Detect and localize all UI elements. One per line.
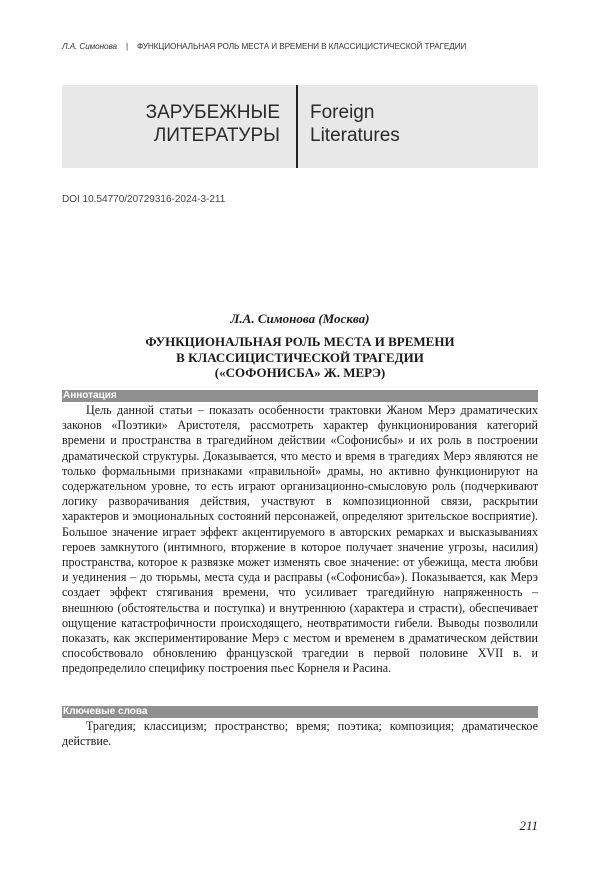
header-separator: | — [125, 42, 128, 51]
header-running-title: ФУНКЦИОНАЛЬНАЯ РОЛЬ МЕСТА И ВРЕМЕНИ В КЛАССИЦИСТИЧЕСКОЙ ТРАГЕДИИ — [136, 42, 467, 51]
title-line3: («СОФОНИСБА» Ж. МЕРЭ) — [214, 365, 386, 380]
section-band — [62, 85, 538, 168]
running-header — [62, 42, 538, 51]
title-line2: В КЛАССИЦИСТИЧЕСКОЙ ТРАГЕДИИ — [176, 349, 424, 365]
keywords-heading: Ключевые слова — [62, 706, 538, 718]
abstract-text: Цель данной статьи – показать особенности трактовки Жаном Мерэ драматических законов «Поэтики» Аристотеля, рассмотреть характер функционирования категорий времени и пространства в трагедийном действии «Софонисбы» и их роль в построении драматической структуры. Доказывается, что место и время в трагедиях Мерэ являются не только формальными признаками «правильной» драмы, но активно функционируют на содержательном уровне, то есть играют организационно-смысловую роль (подчеркивают логику разворачивания действия, участвуют в композиционной связи, раскрытии характеров и эмоциональных состояний персонажей, определяют зрительское восприятие). Большое значение играет эффект акцентируемого в авторских ремарках и высказываниях героев замкнутого (интимного, вторжение в которое получает значение угрозы, насилия) пространства, которое к развязке может изменять свое значение: от убежища, места любви и уединения – до тюрьмы, места суда и расправы («Софонисба»). Показывается, как Мерэ создает эффект стягивания времени, что усиливает трагедийную напряженность – внешнюю (обстоятельства и поступка) и внутреннюю (характера и страсти), обеспечивает ощущение катастрофичности происходящего, неотвратимости гибели. Выводы позволили показать, как экспериментирование Мерэ с местом и временем в драматическом действии способствовало обновлению французской трагедии в первой половине XVII в. и предопределило специфику построения пьес Корнеля и Расина. — [62, 403, 538, 676]
title-line1: ФУНКЦИОНАЛЬНАЯ РОЛЬ МЕСТА И ВРЕМЕНИ — [145, 334, 455, 349]
doi: DOI 10.54770/20729316-2024-3-211 — [62, 194, 226, 205]
section-name-ru — [62, 101, 280, 147]
article-title — [62, 334, 538, 381]
article-byline: Л.А. Симонова (Москва) — [230, 311, 370, 326]
section-name-ru-line1: ЗАРУБЕЖНЫЕ — [145, 102, 280, 123]
section-name-en-line2: Literatures — [310, 125, 400, 146]
section-name-en-line1: Foreign — [310, 102, 375, 123]
header-author: Л.А. Симонова — [62, 42, 117, 51]
page-number: 211 — [519, 818, 538, 833]
section-name-ru-line2: ЛИТЕРАТУРЫ — [153, 125, 280, 146]
section-name-en — [310, 101, 400, 147]
section-divider — [296, 85, 298, 168]
abstract-heading: Аннотация — [62, 390, 538, 402]
keywords-text: Трагедия; классицизм; пространство; время; поэтика; композиция; драматическое действие. — [62, 719, 538, 749]
